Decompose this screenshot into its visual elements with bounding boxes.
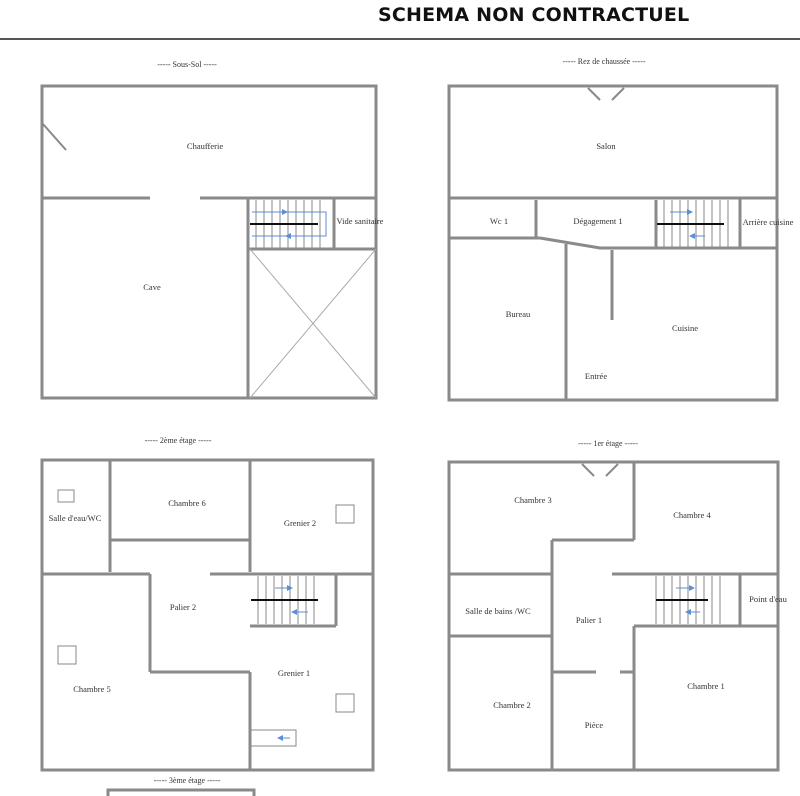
floor-label-2eme-etage: ----- 2ème étage ----- (144, 436, 212, 445)
room-chambre-3: Chambre 3 (514, 495, 552, 505)
floor-label-1er-etage: ----- 1er étage ----- (578, 439, 638, 448)
plan-1er-etage (449, 462, 778, 770)
room-chaufferie: Chaufferie (186, 141, 224, 151)
room-piece: Pièce (584, 720, 604, 730)
room-degagement-1: Dégagement 1 (573, 216, 623, 226)
room-chambre-2: Chambre 2 (493, 700, 531, 710)
room-grenier-1: Grenier 1 (277, 668, 311, 678)
room-chambre-4: Chambre 4 (673, 510, 711, 520)
room-vide-sanitaire: Vide sanitaire (336, 216, 384, 226)
page-title: SCHEMA NON CONTRACTUEL (378, 4, 690, 26)
room-chambre-5: Chambre 5 (73, 684, 111, 694)
room-entree: Entrée (584, 371, 608, 381)
room-cave: Cave (143, 282, 161, 292)
room-salon: Salon (596, 141, 616, 151)
room-arriere-cuisine: Arrière cuisine (742, 217, 794, 227)
room-palier-1: Palier 1 (575, 615, 603, 625)
room-salle-d-eau-wc: Salle d'eau/WC (48, 513, 102, 523)
floor-label-sous-sol: ----- Sous-Sol ----- (157, 60, 217, 69)
floor-label-3eme-etage: ----- 3ème étage ----- (153, 776, 221, 785)
room-point-d-eau: Point d'eau (749, 594, 787, 604)
room-salle-de-bains-wc: Salle de bains /WC (465, 606, 531, 616)
plan-sous-sol (42, 86, 376, 398)
room-palier-2: Palier 2 (169, 602, 197, 612)
room-bureau: Bureau (505, 309, 531, 319)
room-cuisine: Cuisine (672, 323, 698, 333)
room-wc-1: Wc 1 (489, 216, 509, 226)
room-chambre-6: Chambre 6 (168, 498, 206, 508)
plan-2eme-etage (42, 460, 373, 796)
room-chambre-1: Chambre 1 (687, 681, 725, 691)
room-grenier-2: Grenier 2 (283, 518, 317, 528)
plan-rez-de-chaussee (449, 86, 777, 400)
floor-label-rez-de-chaussee: ----- Rez de chaussée ----- (562, 57, 646, 66)
